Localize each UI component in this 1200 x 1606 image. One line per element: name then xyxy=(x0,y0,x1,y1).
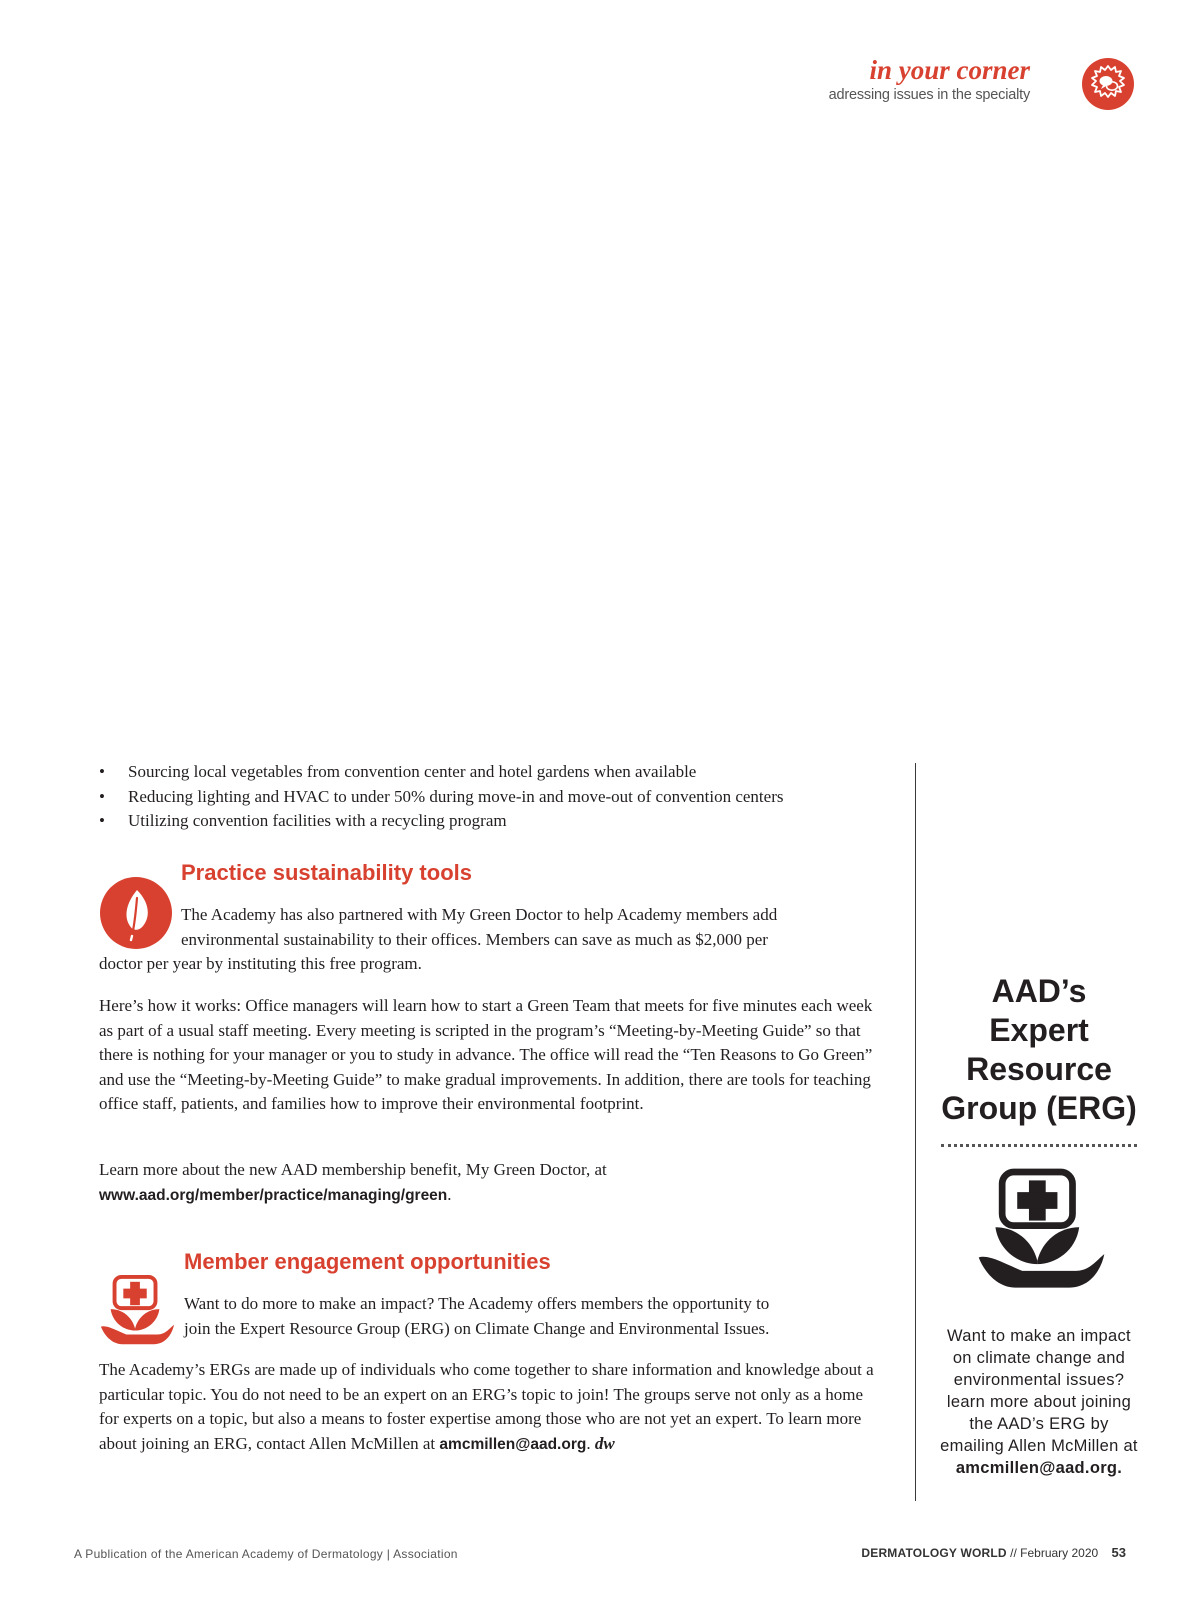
author-signature: dw xyxy=(594,1433,615,1453)
sustainability-intro-line: The Academy has also partnered with My Green Doctor to help Academy members add xyxy=(181,905,778,924)
sidebar-text xyxy=(936,1325,1142,1479)
sustainability-heading: Practice sustainability tools xyxy=(181,860,472,885)
sidebar-title-line: Expert xyxy=(989,1012,1089,1048)
learn-more-text: Learn more about the new AAD membership benefit, My Green Doctor, at xyxy=(99,1160,607,1179)
list-item: • Utilizing convention facilities with a recycling program xyxy=(99,809,899,834)
erg-sidebar xyxy=(936,972,1142,1479)
engagement-heading: Member engagement opportunities xyxy=(184,1249,551,1274)
main-column xyxy=(99,760,899,834)
green-doctor-link[interactable]: www.aad.org/member/practice/managing/green xyxy=(99,1186,448,1204)
sidebar-email-link[interactable]: amcmillen@aad.org. xyxy=(955,1459,1123,1477)
sustainability-intro-line: doctor per year by instituting this free program. xyxy=(99,954,422,973)
folio-separator: // xyxy=(1010,1546,1017,1560)
ergs-end: . xyxy=(586,1433,595,1453)
leaf-icon xyxy=(99,876,173,950)
medical-cross-plant-hand-icon xyxy=(972,1167,1106,1301)
sidebar-title-line: AAD’s xyxy=(991,973,1087,1009)
speech-bubbles-icon xyxy=(1081,57,1135,111)
bullet-list xyxy=(99,760,899,834)
ergs-paragraph xyxy=(99,1358,884,1457)
medical-cross-plant-hand-icon xyxy=(97,1274,175,1352)
issue-date: February 2020 xyxy=(1020,1546,1099,1560)
learn-more-end: . xyxy=(447,1184,452,1204)
contact-email-link[interactable]: amcmillen@aad.org xyxy=(439,1435,587,1453)
list-item: • Sourcing local vegetables from convention center and hotel gardens when available xyxy=(99,760,899,785)
list-item: • Reducing lighting and HVAC to under 50% during move-in and move-out of convention centers xyxy=(99,785,899,810)
learn-more-paragraph xyxy=(99,1158,859,1208)
folio xyxy=(861,1545,1126,1560)
section-header xyxy=(829,56,1030,103)
column-divider xyxy=(915,763,916,1501)
dotted-divider xyxy=(941,1144,1137,1147)
publication-credit: A Publication of the American Academy of Dermatology | Association xyxy=(74,1547,458,1561)
ergs-text: The Academy’s ERGs are made up of individuals who come together to share information and knowledge about a particular topic. You do not need to be an expert on an ERG’s topic to join! The groups serve not only as a home for experts on a topic, but also a means to foster expertise among those who are not yet an expert. To learn more about joining an ERG, contact Allen McMillen at xyxy=(99,1360,874,1453)
engagement-intro-line: join the Expert Resource Group (ERG) on Climate Change and Environmental Issues. xyxy=(184,1318,770,1338)
sidebar-title-line: Resource xyxy=(966,1051,1112,1087)
sidebar-title-line: Group (ERG) xyxy=(941,1090,1137,1126)
sustainability-intro-line: environmental sustainability to their offices. Members can save as much as $2,000 per xyxy=(181,929,768,949)
magazine-name: DERMATOLOGY WORLD xyxy=(861,1546,1007,1560)
section-subtitle: adressing issues in the specialty xyxy=(828,86,1030,103)
how-it-works-paragraph: Here’s how it works: Office managers will learn how to start a Green Team that meets for five minutes each week as part of a usual staff meeting. Every meeting is scripted in the program’s “Meeting-by-Meeting Guide” so that there is nothing for your manager or you to study in advance. The office will read the “Ten Reasons to Go Green” and use the “Meeting-by-Meeting Guide” to make gradual improvements. In addition, there are tools for teaching office staff, patients, and families how to improve their environmental footprint. xyxy=(99,996,873,1113)
section-kicker: in your corner xyxy=(869,55,1030,85)
sidebar-body: Want to make an impact on climate change and environmental issues? learn more about joining the AAD’s ERG by emailing Allen McMillen at xyxy=(940,1327,1138,1455)
page-number: 53 xyxy=(1111,1545,1126,1560)
sidebar-title xyxy=(936,972,1142,1128)
engagement-intro-line: Want to do more to make an impact? The Academy offers members the opportunity to xyxy=(184,1294,770,1313)
